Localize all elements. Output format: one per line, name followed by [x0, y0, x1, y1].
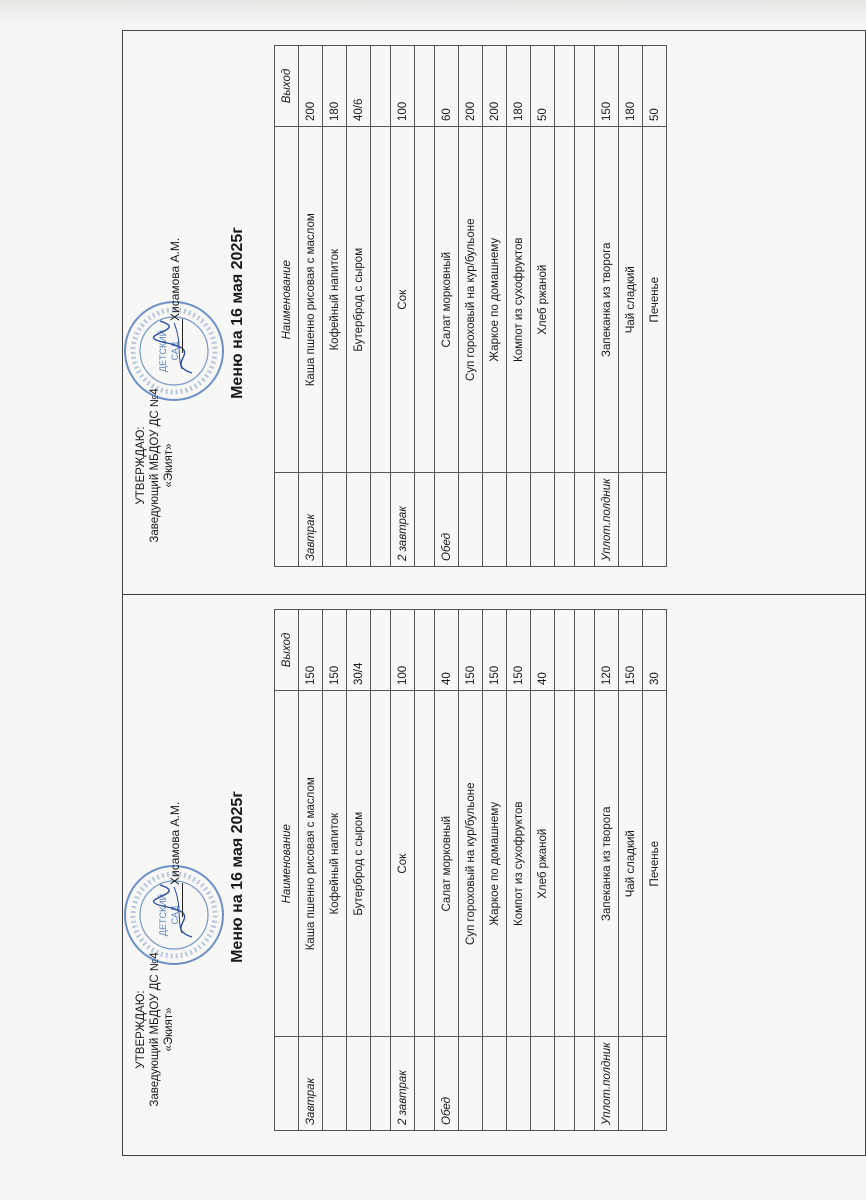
signer-name: Хисамова А.М. [168, 801, 182, 885]
table-row [595, 46, 619, 567]
dish-cell: Салат морковный [435, 127, 459, 473]
output-cell: 180 [507, 46, 531, 127]
signature-line [182, 319, 183, 353]
output-cell [371, 46, 391, 127]
output-cell [575, 46, 595, 127]
dish-cell: Запеканка из творога [595, 127, 619, 473]
output-cell: 200 [299, 46, 323, 127]
menu-title: Меню на 16 мая 2025г [229, 227, 246, 399]
meal-cell [459, 473, 483, 567]
dish-cell [415, 127, 435, 473]
table-row [415, 46, 435, 567]
meal-cell [323, 473, 347, 567]
table-row [323, 46, 347, 567]
menu-table [274, 609, 667, 1131]
stamp-text-2: САД [170, 341, 180, 361]
header-name: Наименование [275, 127, 299, 473]
output-cell [415, 610, 435, 691]
table-row [555, 610, 575, 1131]
table-row [347, 610, 371, 1131]
meal-cell [415, 1037, 435, 1131]
meal-cell: 2 завтрак [391, 473, 415, 567]
table-row [459, 46, 483, 567]
meal-cell [347, 473, 371, 567]
stamp-text-1: ДЕТСКИЙ [158, 893, 168, 937]
dish-cell: Салат морковный [435, 691, 459, 1037]
output-cell: 120 [595, 610, 619, 691]
signature-line [182, 883, 183, 917]
output-cell: 150 [459, 610, 483, 691]
dish-cell: Суп гороховый на кур/бульоне [459, 691, 483, 1037]
dish-cell: Каша пшенно рисовая с маслом [299, 691, 323, 1037]
dish-cell: Кофейный напиток [323, 691, 347, 1037]
dish-cell [575, 691, 595, 1037]
output-cell: 100 [391, 46, 415, 127]
dish-cell: Компот из сухофруктов [507, 691, 531, 1037]
table-row [575, 610, 595, 1131]
dish-cell: Жаркое по домашнему [483, 127, 507, 473]
approval-line: «Экият» [163, 443, 175, 488]
meal-cell [619, 473, 643, 567]
table-row [483, 610, 507, 1131]
meal-cell [643, 1037, 667, 1131]
meal-cell [531, 473, 555, 567]
dish-cell: Сок [391, 127, 415, 473]
output-cell [575, 610, 595, 691]
table-row [555, 46, 575, 567]
table-row [435, 46, 459, 567]
table-row [391, 610, 415, 1131]
table-row [435, 610, 459, 1131]
table-row [371, 610, 391, 1131]
table-row [619, 610, 643, 1131]
dish-cell [555, 691, 575, 1037]
output-cell: 30 [643, 610, 667, 691]
table-row [483, 46, 507, 567]
meal-cell: Завтрак [299, 1037, 323, 1131]
table-row [643, 46, 667, 567]
dish-cell: Кофейный напиток [323, 127, 347, 473]
meal-cell [371, 473, 391, 567]
approval-line: УТВЕРЖДАЮ: [135, 426, 147, 505]
table-row [371, 46, 391, 567]
table-row [619, 46, 643, 567]
meal-cell [371, 1037, 391, 1131]
output-cell: 150 [323, 610, 347, 691]
output-cell: 200 [459, 46, 483, 127]
meal-cell [323, 1037, 347, 1131]
output-cell [415, 46, 435, 127]
dish-cell [575, 127, 595, 473]
dish-cell: Жаркое по домашнему [483, 691, 507, 1037]
meal-cell [507, 1037, 531, 1131]
dish-cell: Печенье [643, 127, 667, 473]
dish-cell: Бутерброд с сыром [347, 127, 371, 473]
stamp-text-1: ДЕТСКИЙ [158, 329, 168, 373]
output-cell: 150 [483, 610, 507, 691]
approval-line: «Экият» [163, 1007, 175, 1052]
approval-line: УТВЕРЖДАЮ: [135, 990, 147, 1069]
table-row [459, 610, 483, 1131]
output-cell: 50 [531, 46, 555, 127]
dish-cell: Чай сладкий [619, 691, 643, 1037]
meal-cell: 2 завтрак [391, 1037, 415, 1131]
output-cell: 150 [619, 610, 643, 691]
stamp-text-2: САД [170, 905, 180, 925]
output-cell: 60 [435, 46, 459, 127]
table-row [595, 610, 619, 1131]
meal-cell [643, 473, 667, 567]
meal-cell [347, 1037, 371, 1131]
output-cell: 30/4 [347, 610, 371, 691]
dish-cell [415, 691, 435, 1037]
output-cell: 150 [507, 610, 531, 691]
header-output: Выход [275, 610, 299, 691]
output-cell: 40/6 [347, 46, 371, 127]
output-cell: 40 [435, 610, 459, 691]
output-cell: 180 [323, 46, 347, 127]
dish-cell [371, 691, 391, 1037]
dish-cell: Чай сладкий [619, 127, 643, 473]
header-output: Выход [275, 46, 299, 127]
meal-cell [575, 1037, 595, 1131]
meal-cell [531, 1037, 555, 1131]
scan-edge [0, 0, 866, 22]
table-row [299, 46, 323, 567]
output-cell: 200 [483, 46, 507, 127]
output-cell: 50 [643, 46, 667, 127]
output-cell [371, 610, 391, 691]
dish-cell [555, 127, 575, 473]
table-row [391, 46, 415, 567]
header-meal [275, 1037, 299, 1131]
dish-cell: Хлеб ржаной [531, 127, 555, 473]
table-row [531, 610, 555, 1131]
meal-cell [575, 473, 595, 567]
approval-line: Заведующий МБДОУ ДС №4 [149, 952, 161, 1107]
table-row [575, 46, 595, 567]
meal-cell: Завтрак [299, 473, 323, 567]
dish-cell [371, 127, 391, 473]
meal-cell: Уплот.полдник [595, 1037, 619, 1131]
table-row [323, 610, 347, 1131]
table-row [643, 610, 667, 1131]
meal-cell [415, 473, 435, 567]
output-cell: 180 [619, 46, 643, 127]
meal-cell [555, 473, 575, 567]
output-cell: 100 [391, 610, 415, 691]
meal-cell [483, 473, 507, 567]
meal-cell [483, 1037, 507, 1131]
signer-name: Хисамова А.М. [168, 237, 182, 321]
dish-cell: Каша пшенно рисовая с маслом [299, 127, 323, 473]
header-meal [275, 473, 299, 567]
menu-title: Меню на 16 мая 2025г [229, 791, 246, 963]
output-cell: 150 [299, 610, 323, 691]
page-divider [122, 594, 866, 595]
meal-cell [507, 473, 531, 567]
table-row [299, 610, 323, 1131]
dish-cell: Печенье [643, 691, 667, 1037]
meal-cell [555, 1037, 575, 1131]
meal-cell: Уплот.полдник [595, 473, 619, 567]
approval-line: Заведующий МБДОУ ДС №4 [149, 388, 161, 543]
output-cell: 40 [531, 610, 555, 691]
header-name: Наименование [275, 691, 299, 1037]
dish-cell: Суп гороховый на кур/бульоне [459, 127, 483, 473]
output-cell [555, 46, 575, 127]
dish-cell: Сок [391, 691, 415, 1037]
meal-cell [619, 1037, 643, 1131]
table-row [347, 46, 371, 567]
dish-cell: Хлеб ржаной [531, 691, 555, 1037]
output-cell [555, 610, 575, 691]
dish-cell: Компот из сухофруктов [507, 127, 531, 473]
dish-cell: Запеканка из творога [595, 691, 619, 1037]
table-row [531, 46, 555, 567]
menu-table [274, 45, 667, 567]
meal-cell [459, 1037, 483, 1131]
dish-cell: Бутерброд с сыром [347, 691, 371, 1037]
table-row [415, 610, 435, 1131]
table-row [507, 610, 531, 1131]
meal-cell: Обед [435, 473, 459, 567]
meal-cell: Обед [435, 1037, 459, 1131]
table-row [507, 46, 531, 567]
output-cell: 150 [595, 46, 619, 127]
